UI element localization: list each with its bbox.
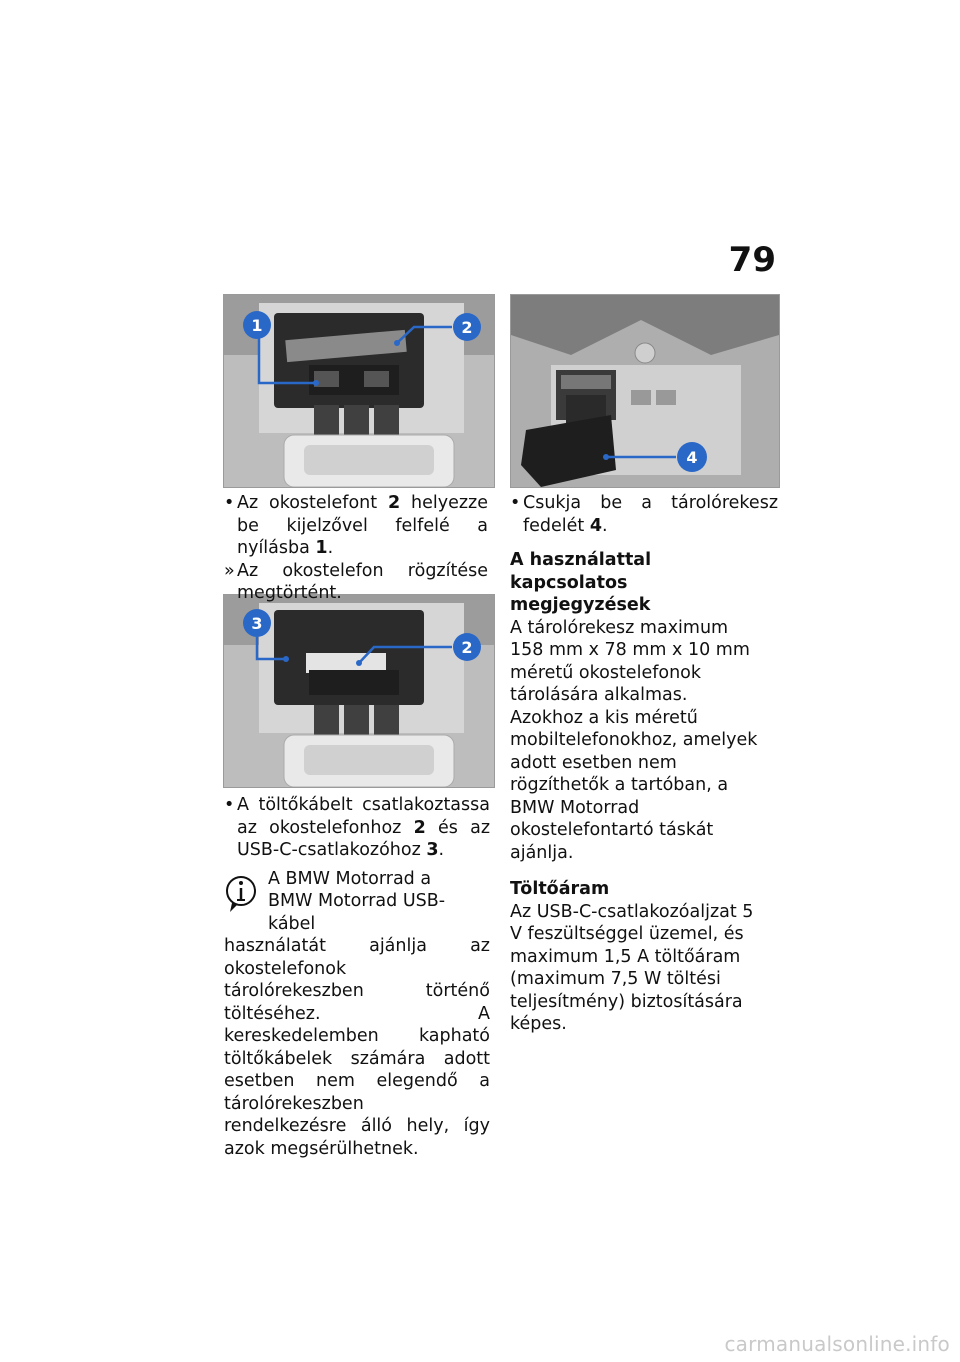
page-number: 79 (728, 240, 776, 280)
watermark-footer: carmanualsonline.info (724, 1332, 950, 1356)
result-mark: » (224, 560, 235, 581)
bullet-mark: • (224, 493, 235, 513)
note-body: használatát ajánlja az okostelefonok tárolórekeszben történő töltéséhez. A kereskedelemben kapható töltőkábelek számára adott esetben nem elegendő a tárolórekeszben rendelkezésre álló hely, így azok megsérülhetnek. (224, 936, 490, 1159)
step-insert-phone: • Az okostelefont 2 helyezze be kijelzővel felfelé a nyílásba 1. (224, 493, 489, 558)
note-line-1: A BMW Motorrad a (268, 868, 432, 889)
callout-2-label: 2 (461, 318, 473, 337)
section-heading-usage: A használattal kapcsolatos megjegyzések (510, 550, 652, 615)
photo-cable-connection (223, 594, 495, 788)
result-phone-secured: » Az okostelefon rögzítése megtörtént. (224, 560, 488, 603)
step-connect-cable: • A töltőkábelt csatlakoztassa az okostelefonhoz 2 és az USB-C-csatlakozóhoz 3. (224, 795, 491, 860)
section-heading-charging: Töltőáram (510, 879, 610, 899)
callout-1-label: 1 (251, 316, 263, 335)
step-close-lid: • Csukja be a tárolórekesz fedelét 4. (510, 493, 778, 536)
note-line-2: BMW Motorrad USB-kábel (268, 891, 446, 934)
section-body-usage: A tárolórekesz maximum 158 mm x 78 mm x 10 mm méretű okostelefonok tárolására alkalmas. Azokhoz a kis méretű mobiltelefonokhoz, amelyek adott esetben nem rögzíthetők a tartóban, a BMW Motorrad okostelefontartó táskát ajánlja. (510, 617, 758, 863)
right-column (510, 492, 778, 1036)
photo-phone-slot (223, 294, 495, 488)
callout-3-label: 3 (251, 614, 263, 633)
info-note (224, 868, 490, 1161)
bullet-mark: • (224, 795, 235, 815)
left-instructions-1 (224, 492, 488, 605)
section-body-charging: Az USB-C-csatlakozóaljzat 5 V feszültséggel üzemel, és maximum 1,5 A töltőáram (maximum 7,5 W töltési teljesítmény) biztosítására képes. (510, 901, 754, 1034)
callout-2-label: 2 (461, 638, 473, 657)
bullet-mark: • (510, 493, 521, 513)
callout-4-label: 4 (686, 448, 698, 467)
photo-storage-lid (510, 294, 780, 488)
left-instructions-2 (224, 794, 490, 1160)
info-icon (224, 874, 258, 914)
